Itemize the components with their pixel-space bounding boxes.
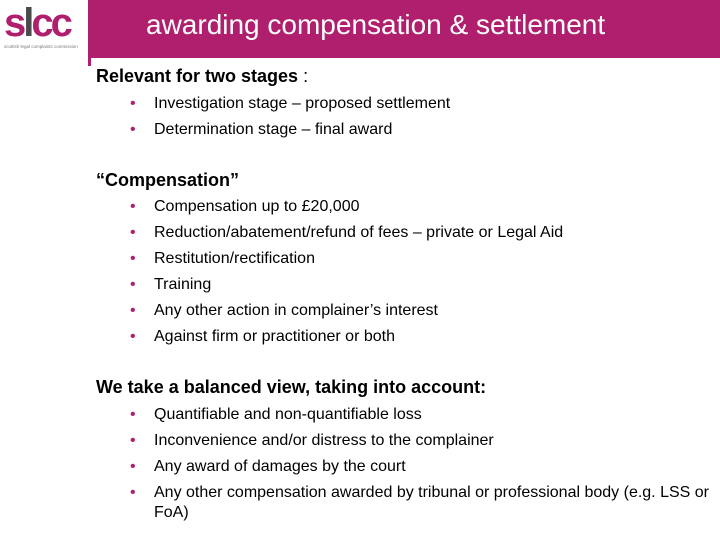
list-item [130,298,563,324]
section-heading-text: Relevant for two stages [96,66,299,86]
bullet-icon: • [130,276,136,293]
header-accent-line [88,58,91,66]
list-item-text: Quantifiable and non-quantifiable loss [154,406,422,423]
list-item [130,428,714,454]
list-item-text: Investigation stage – proposed settlement [154,95,451,112]
list-item [130,117,450,143]
section-heading-compensation [96,170,239,191]
bullet-icon: • [130,302,136,319]
logo-tagline: scottish legal complaints commission [4,44,78,49]
list-item-text: Against firm or practitioner or both [154,328,395,345]
bullet-icon: • [130,198,136,215]
bullet-icon: • [130,224,136,241]
stages-list [130,91,450,143]
bullet-icon: • [130,95,136,112]
list-item-text: Any other compensation awarded by tribunal or professional body (e.g. LSS or FoA) [154,484,709,521]
compensation-list [130,194,563,350]
list-item [130,91,450,117]
list-item [130,402,714,428]
list-item-text: Training [154,276,212,293]
section-heading-text: “Compensation” [96,170,240,190]
logo-wordmark: slcc [4,1,70,45]
section-heading-balanced-view [96,377,486,398]
section-heading-stages [96,66,308,87]
list-item [130,454,714,480]
list-item-text: Any award of damages by the court [154,458,406,475]
list-item [130,220,563,246]
list-item-text: Any other action in complainer’s interest [154,302,438,319]
bullet-icon: • [130,406,136,423]
section-heading-text: We take a balanced view, taking into account: [96,377,487,397]
list-item-text: Inconvenience and/or distress to the complainer [154,432,494,449]
bullet-icon: • [130,121,136,138]
list-item-text: Determination stage – final award [154,121,393,138]
bullet-icon: • [130,250,136,267]
list-item-text: Restitution/rectification [154,250,315,267]
list-item [130,324,563,350]
bullet-icon: • [130,458,136,475]
bullet-icon: • [130,328,136,345]
logo [0,0,88,58]
header-bar [0,0,720,58]
bullet-icon: • [130,432,136,449]
section-heading-suffix: : [298,66,309,86]
list-item [130,480,714,523]
list-item-text: Reduction/abatement/refund of fees – private or Legal Aid [154,224,564,241]
list-item [130,272,563,298]
list-item-text: Compensation up to £20,000 [154,198,360,215]
list-item [130,194,563,220]
balanced-view-list [130,402,714,523]
bullet-icon: • [130,484,136,501]
page-title: awarding compensation & settlement [146,9,606,40]
list-item [130,246,563,272]
